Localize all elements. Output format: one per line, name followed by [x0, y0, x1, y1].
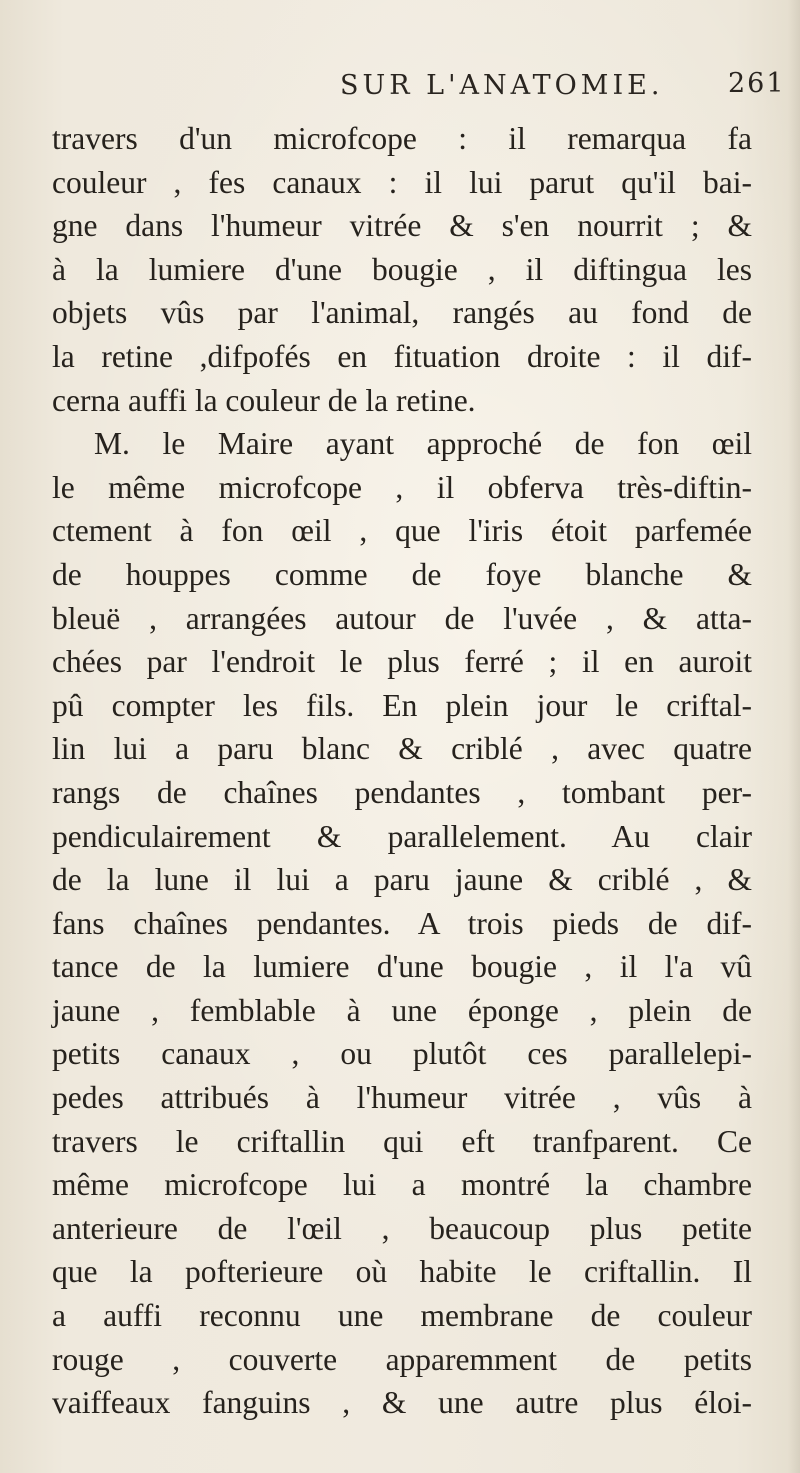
- text-line: travers le criftallin qui eft tranfparent. Ce: [52, 1123, 752, 1159]
- page-number: 261: [728, 68, 786, 99]
- text-line: lin lui a paru blanc & criblé , avec quatre: [52, 731, 752, 767]
- text-line: de houppes comme de foye blanche &: [52, 556, 752, 592]
- text-line: rouge , couverte apparemment de petits: [52, 1341, 752, 1377]
- text-line: gne dans l'humeur vitrée & s'en nourrit ; &: [52, 208, 752, 244]
- text-line: à la lumiere d'une bougie , il diftingua les: [52, 251, 752, 287]
- text-line: jaune , femblable à une éponge , plein de: [52, 992, 752, 1028]
- text-line: couleur , fes canaux : il lui parut qu'il bai-: [52, 164, 752, 200]
- text-line: fans chaînes pendantes. A trois pieds de dif-: [52, 905, 752, 941]
- text-line: objets vûs par l'animal, rangés au fond de: [52, 295, 752, 331]
- text-line: bleuë , arrangées autour de l'uvée , & atta-: [52, 600, 752, 636]
- running-head: SUR L'ANATOMIE.: [340, 70, 664, 101]
- text-line: même microfcope lui a montré la chambre: [52, 1167, 752, 1203]
- text-line: a auffi reconnu une membrane de couleur: [52, 1298, 752, 1334]
- text-line: pendiculairement & parallelement. Au clair: [52, 818, 752, 854]
- text-line: ctement à fon œil , que l'iris étoit parfemée: [52, 513, 752, 549]
- body-text: [52, 117, 752, 1425]
- paragraph-start-line: M. le Maire ayant approché de fon œil: [94, 426, 752, 462]
- text-line: rangs de chaînes pendantes , tombant per-: [52, 774, 752, 810]
- text-line: vaiffeaux fanguins , & une autre plus éloi-: [52, 1385, 752, 1421]
- text-line: le même microfcope , il obferva très-diftin-: [52, 469, 752, 505]
- text-line: anterieure de l'œil , beaucoup plus petite: [52, 1210, 752, 1246]
- text-line: de la lune il lui a paru jaune & criblé , &: [52, 862, 752, 898]
- text-line: travers d'un microfcope : il remarqua fa: [52, 121, 752, 156]
- paragraph-end-line: cerna auffi la couleur de la retine.: [52, 382, 476, 418]
- text-line: petits canaux , ou plutôt ces parallelepi-: [52, 1036, 752, 1072]
- text-line: que la pofterieure où habite le criftallin. Il: [52, 1254, 752, 1290]
- text-line: la retine ,difpofés en fituation droite : il dif-: [52, 338, 752, 374]
- page-edge-shadow: [788, 0, 800, 1473]
- text-line: pedes attribués à l'humeur vitrée , vûs à: [52, 1080, 752, 1116]
- text-line: pû compter les fils. En plein jour le criftal-: [52, 687, 752, 723]
- text-line: tance de la lumiere d'une bougie , il l'a vû: [52, 949, 752, 985]
- text-line: chées par l'endroit le plus ferré ; il en auroit: [52, 644, 752, 680]
